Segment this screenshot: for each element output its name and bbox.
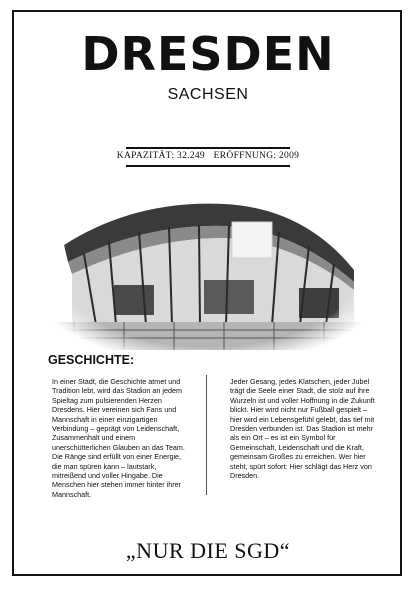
capacity-stat: KAPAZITÄT: 32.249 (116, 151, 205, 161)
history-text-left: In einer Stadt, die Geschichte atmet und Tradition lebt, wird das Stadion an jedem Spieltag zum pulsierenden Herzen Dresdens. Hier vereinen sich Fans und Mannschaft in einer einzigartigen Verbindung – geprägt von Leidenschaft, Zusammenhalt und einem unerschütterlichen Glauben an das Team. Die Ränge sind erfüllt von einer Energie, die man spüren kann – lautstark, mitreißend und voller Hingabe. Die Menschen hier stehen immer hinter ihrer Mannschaft. (52, 377, 185, 499)
fan-quote: „NUR DIE SGD“ (125, 538, 291, 563)
column-divider (206, 375, 207, 495)
stats-rule-bottom (126, 165, 290, 167)
page-subtitle: SACHSEN (167, 86, 249, 103)
stats-rule-top (126, 147, 290, 149)
history-text-right: Jeder Gesang, jedes Klatschen, jeder Jubel trägt die Seele einer Stadt, die stolz auf ihre Wurzeln ist und voller Hoffnung in die Zukunft blickt. Hier wird nicht nur Fußball gespielt – hier wird ein Lebensgefühl gelebt, das tief mit Dresden verbunden ist. Das Stadion ist mehr als ein Ort – es ist ein Symbol für Gemeinschaft, Leidenschaft und die Kraft, gemeinsam Großes zu erreichen. Wer hier steht, spürt sofort: Hier schlägt das Herz von Dresden. (230, 377, 375, 481)
history-column-left (52, 377, 192, 499)
stadium-photo (54, 190, 364, 350)
opened-stat: ERÖFFNUNG: 2009 (213, 151, 300, 161)
history-heading: GESCHICHTE: (48, 353, 135, 367)
stadium-stats (0, 151, 416, 161)
page-title: DRESDEN (81, 27, 335, 81)
history-column-right (230, 377, 375, 480)
